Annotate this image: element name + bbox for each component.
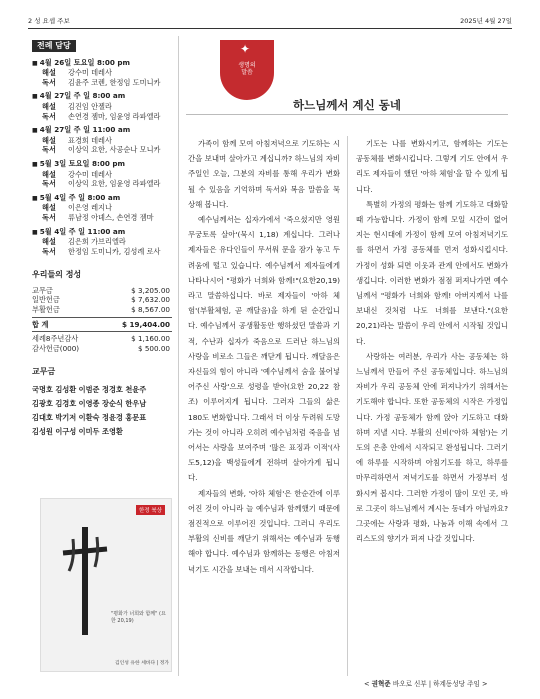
mass-role-row: [32, 102, 172, 112]
article-paragraph: 제자들의 변화, '아하 체험'은 한순간에 이루어진 것이 아니라 늘 예수님과 함께했기 때문에 점진적으로 이루어진 것입니다. 그러니 우리도 부활의 신비를 깨닫기 위해서는 예수님과 동행해야 합니다. 예수님과 함께하는 동행은 아침저녁기도 시간을 보내는 데서 시작합니다.: [188, 488, 340, 574]
role-label: 독서: [42, 145, 56, 155]
offering-row: [32, 295, 172, 305]
mass-role-row: [32, 136, 172, 146]
mass-list: [32, 58, 172, 257]
book-tag: 한정 북상: [136, 505, 165, 515]
role-names: 김진임 안젤라: [68, 101, 112, 111]
word-of-life-logo: [220, 40, 274, 100]
role-names: 강수미 데레사: [68, 68, 112, 78]
article-paragraph: 가족이 함께 모여 아침저녁으로 기도하는 시간을 보내며 살아가고 계십니까? 하느님의 자비 주일인 오늘, 그분의 자비를 통해 우리가 변화될 수 있음을 기억하며 독서와 복음 말씀을 묵상해 봅니다.: [188, 139, 340, 209]
role-label: 해설: [42, 237, 56, 247]
column-divider: [347, 136, 348, 676]
mass-entry: [32, 125, 172, 155]
dove-icon: ✦: [240, 42, 251, 56]
author-name: 권혁준: [371, 680, 391, 688]
mass-entry: [32, 193, 172, 223]
offering-rule: [32, 317, 172, 318]
mass-role-row: [32, 112, 172, 122]
mass-role-row: [32, 213, 172, 223]
offering-amount: $ 19,404.00: [122, 319, 170, 329]
book-byline: 김인성 유한 세바다 | 정가: [115, 661, 170, 666]
author-signature: < 권혁준 바오로 신부 | 하계동성당 주임 >: [364, 680, 488, 688]
offering-label: 세례8주년감사: [32, 334, 79, 344]
liturgy-title: 전례 담당: [32, 40, 76, 52]
teachers-title: 교무금: [32, 367, 56, 377]
mass-time: ■ 5월 3일 토요일 8:00 pm: [32, 159, 172, 170]
teacher-row: 김대호 박기저 이환숙 정윤경 홍문표: [32, 413, 147, 423]
offering-table: [32, 286, 172, 354]
article-paragraph: 예수님께서는 십자가에서 '죽으셨지만 영원무궁토록 살아'(묵시 1,18) 계십니다. 그러나 제자들은 유다인들이 무서워 문을 잠가 놓고 두려움에 떨고 있습니다. 예수님께서 제자들에게 나타나시어 "평화가 너희와 함께!"(요한20,19) 라고 말씀하십니다. 바로 제자들이 '아하 체험'(부활체험, 곧 깨달음)을 하게 된 순간입니다. 예수님께서 공생활동안 행하셨던 말씀과 기적, 수난과 십자가 죽음으로 드러난 하느님의 사랑을 비로소 그들은 깨닫게 됩니다. 깨달음은 자신들의 힘이 아니라 '예수님께서 숨을 불어넣어주신 사랑'으로 성령을 받아(요한 20,22 참조) 이루어지게 됩니다. 그러자 그들의 삶은 180도 변화합니다. 그래서 더 이상 두려워 도망가는 것이 아니라 오히려 예수님처럼 죽음을 넘어서는 사랑을 보여주며 '많은 표징과 이적'(사도5,12)을 백성들에게 전하며 살아가게 됩니다.: [188, 215, 340, 483]
header-rule: [28, 28, 512, 29]
article-column-2: [356, 136, 508, 546]
role-names: 한정임 도미니카, 김성례 로사: [68, 246, 161, 256]
teacher-row: 김광호 김경호 이영종 장순식 한우남: [32, 399, 147, 409]
offering-amount: $ 7,632.00: [131, 295, 170, 305]
mass-entry: [32, 58, 172, 88]
role-names: 김은희 가브리엘라: [68, 237, 126, 247]
role-names: 강수미 데레사: [68, 169, 112, 179]
role-names: 류남정 아녜스, 손연경 젬마: [68, 212, 154, 222]
role-names: 손연경 젬마, 임윤영 라파엘라: [68, 111, 161, 121]
role-names: 이상익 요한, 임윤영 라파엘라: [68, 179, 161, 189]
role-names: 김윤주 코렌, 한정임 도미니카: [68, 77, 161, 87]
offering-amount: $ 500.00: [137, 343, 170, 353]
mass-role-row: [32, 68, 172, 78]
mass-time: ■ 5월 4일 주 일 11:00 am: [32, 227, 172, 238]
role-names: 이상익 요한, 사공순나 모니카: [68, 145, 161, 155]
offering-row: [32, 344, 172, 354]
offering-label: 합 계: [32, 319, 49, 329]
offering-title: 우리들의 정성: [32, 270, 82, 280]
offering-amount: $ 1,160.00: [131, 334, 170, 344]
mass-role-row: [32, 78, 172, 88]
mass-role-row: [32, 237, 172, 247]
bulletin-title: 2 성 요셉 주보: [28, 17, 70, 25]
book-advert: [40, 498, 172, 672]
mass-time: ■ 4월 26일 토요일 8:00 pm: [32, 58, 172, 69]
role-names: 표경희 데레사: [68, 135, 112, 145]
role-label: 독서: [42, 111, 56, 121]
mass-entry: [32, 159, 172, 189]
title-rule: [186, 114, 508, 115]
role-label: 해설: [42, 101, 56, 111]
page-header: [28, 14, 512, 28]
role-label: 독서: [42, 246, 56, 256]
mass-entry: [32, 227, 172, 257]
offering-row: [32, 320, 172, 330]
article-paragraph: 사랑하는 여러분, 우리가 사는 공동체는 하느님께서 만들어 주신 공동체입니다. 하느님의 자비가 우리 공동체 안에 퍼져나가기 위해서는 기도해야 합니다. 또한 공동체의 시작은 가정입니다. 가정 공동체가 함께 앉아 기도하고 대화하며 지낼 시다. 부활의 신비('아하 체험')는 기도의 은총 안에서 시작되고 완성됩니다. 그러기에 하루를 시작하며 아침기도를 하고, 하루를 마무리하면서 저녁기도를 하면서 가정부터 성화시켜 봅시다. 그러한 가정이 많이 모인 곳, 바로 그곳이 하느님께서 계시는 동네가 아닐까요? 그곳에는 사랑과 평화, 나눔과 이해 속에서 그리스도의 향기가 퍼져 나갈 것입니다.: [356, 351, 508, 544]
mass-role-row: [32, 145, 172, 155]
mass-time: ■ 4월 27일 주 일 11:00 am: [32, 125, 172, 136]
author-title: 바오로 신부 | 하계동성당 주임: [390, 680, 480, 688]
offering-row: [32, 305, 172, 315]
mass-role-row: [32, 247, 172, 257]
logo-line2: 말씀: [241, 69, 253, 76]
article-paragraph: 특별히 가정의 평화는 함께 기도하고 대화할 때 가능합니다. 가정이 함께 모일 시간이 없어지는 현시대에 가정이 함께 모여 아침저녁기도를 하면서 가정 공동체를 먼저 성화시킵시다. 가정이 성화 되면 이웃과 관계 안에서도 변화가 생깁니다. 이러한 변화가 점점 퍼져나가면 예수님께서 "평화가 너희와 함께! 아버지께서 나를 보내신 것처럼 나도 너희를 보낸다."(요한 20,21)라는 말씀이 우리 안에서 시작될 것입니다.: [356, 199, 508, 346]
offering-label: 감사헌금(000): [32, 343, 80, 353]
mass-time: ■ 5월 4일 주 일 8:00 am: [32, 193, 172, 204]
teacher-row: 김성원 이구성 이미두 조영환: [32, 427, 123, 437]
mass-role-row: [32, 203, 172, 213]
role-label: 해설: [42, 169, 56, 179]
role-label: 독서: [42, 179, 56, 189]
role-names: 이은영 레지나: [68, 203, 112, 213]
offering-label: 교무금: [32, 285, 53, 295]
article-column-1: [188, 136, 340, 577]
role-label: 독서: [42, 77, 56, 87]
offering-amount: $ 8,567.00: [131, 305, 170, 315]
book-quote: "평화가 너희와 함께" (요한 20,19): [111, 611, 166, 624]
offering-label: 일반헌금: [32, 295, 60, 305]
offering-label: 부활헌금: [32, 305, 60, 315]
sidebar: [32, 40, 172, 439]
article-paragraph: 기도는 나를 변화시키고, 함께하는 기도는 공동체를 변화시킵니다. 그렇게 기도 안에서 우리도 제자들이 했던 '아하 체험'을 할 수 있게 됩니다.: [356, 139, 508, 194]
calligraphy-cross-icon: [55, 519, 115, 639]
teachers-list: [32, 383, 172, 439]
offering-amount: $ 3,205.00: [131, 285, 170, 295]
logo-line1: 생명의: [238, 62, 256, 69]
mass-role-row: [32, 170, 172, 180]
role-label: 독서: [42, 212, 56, 222]
bulletin-date: 2025년 4월 27일: [460, 17, 512, 25]
teacher-row: 국명호 김성환 이범준 정경호 천윤주: [32, 385, 147, 395]
sidebar-divider: [178, 36, 179, 676]
mass-role-row: [32, 179, 172, 189]
role-label: 해설: [42, 203, 56, 213]
offering-rule: [32, 331, 172, 332]
offering-row: [32, 334, 172, 344]
role-label: 해설: [42, 68, 56, 78]
offering-row: [32, 286, 172, 296]
mass-entry: [32, 91, 172, 121]
mass-time: ■ 4월 27일 주 일 8:00 am: [32, 91, 172, 102]
role-label: 해설: [42, 135, 56, 145]
article-title: 하느님께서 계신 동네: [293, 98, 401, 112]
